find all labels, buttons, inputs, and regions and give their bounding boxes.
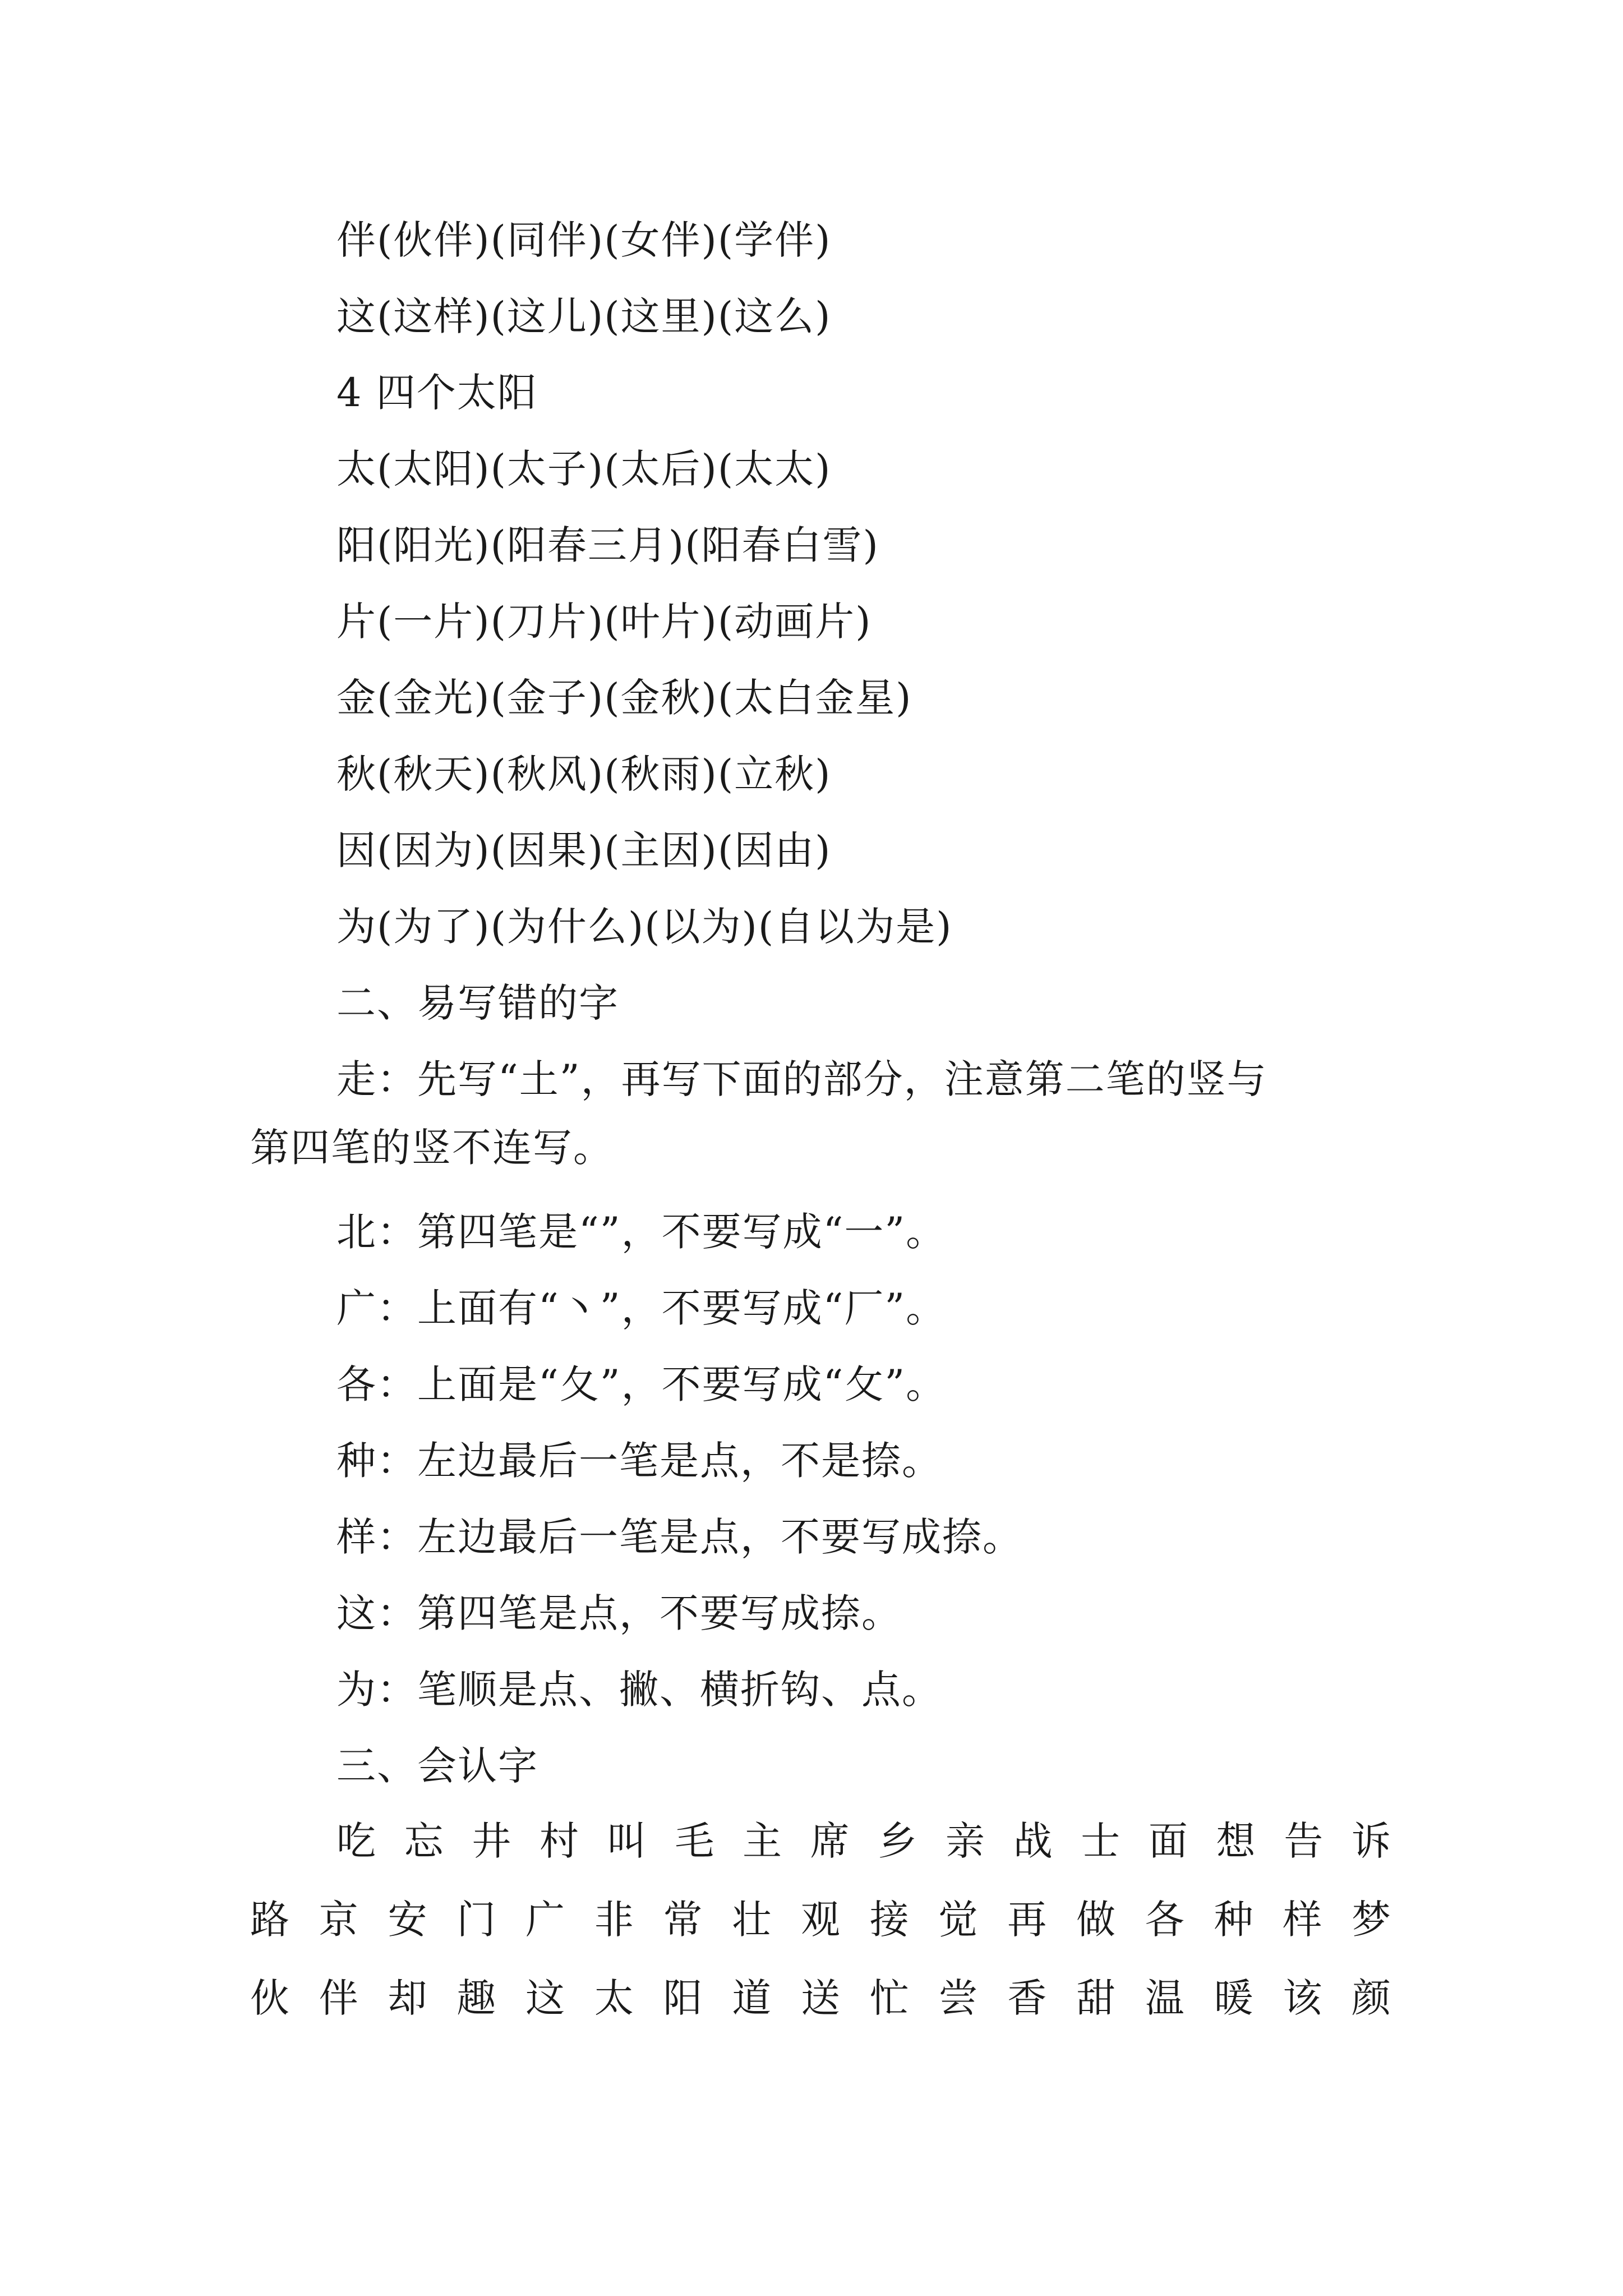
character: 门: [457, 1897, 496, 1943]
character: 香: [1007, 1975, 1047, 2021]
note-line-continued: 第四笔的竖不连写。: [250, 1125, 614, 1171]
character: 壮: [732, 1897, 772, 1943]
character: 忙: [869, 1975, 909, 2021]
character: 道: [732, 1975, 772, 2021]
character: 各: [1145, 1897, 1184, 1943]
word-line: 片(一片)(刀片)(叶片)(动画片): [336, 599, 872, 645]
character: 京: [319, 1897, 358, 1943]
word-line: 秋(秋天)(秋风)(秋雨)(立秋): [336, 751, 832, 797]
character: 太: [594, 1975, 634, 2021]
character: 该: [1283, 1975, 1322, 2021]
character: 主: [742, 1818, 782, 1864]
character: 颜: [1352, 1975, 1391, 2021]
character: 趣: [457, 1975, 496, 2021]
character: 忘: [404, 1818, 444, 1864]
character: 这: [525, 1975, 565, 2021]
character: 观: [801, 1897, 840, 1943]
character: 村: [539, 1818, 579, 1864]
word-line: 这(这样)(这儿)(这里)(这么): [336, 293, 832, 339]
character: 想: [1216, 1818, 1256, 1864]
word-line: 金(金光)(金子)(金秋)(太白金星): [336, 675, 912, 721]
character: 却: [388, 1975, 427, 2021]
section-heading: 二、易写错的字: [336, 980, 619, 1026]
note-line: 各：上面是“夂”，不要写成“攵”。: [336, 1361, 947, 1407]
note-line: 广：上面有“丶”，不要写成“厂”。: [336, 1285, 947, 1331]
character: 再: [1007, 1897, 1047, 1943]
character-row: [250, 1970, 1391, 2026]
character: 士: [1081, 1818, 1121, 1864]
character: 亲: [945, 1818, 985, 1864]
character: 毛: [675, 1818, 714, 1864]
word-line: 太(太阳)(太子)(太后)(太太): [336, 446, 832, 492]
character: 甜: [1076, 1975, 1115, 2021]
note-line: 样：左边最后一笔是点，不要写成捺。: [336, 1514, 1023, 1560]
character: 席: [810, 1818, 850, 1864]
note-line: 走：先写“土”，再写下面的部分，注意第二笔的竖与: [336, 1056, 1267, 1102]
character: 战: [1013, 1818, 1053, 1864]
character: 诉: [1351, 1818, 1391, 1864]
character: 井: [472, 1818, 511, 1864]
character: 告: [1284, 1818, 1324, 1864]
character: 吃: [336, 1818, 376, 1864]
character: 安: [388, 1897, 427, 1943]
character: 尝: [938, 1975, 978, 2021]
character-row: [336, 1813, 1391, 1869]
character: 觉: [938, 1897, 978, 1943]
note-line: 种：左边最后一笔是点，不是捺。: [336, 1438, 942, 1484]
note-line: 这：第四笔是点，不要写成捺。: [336, 1590, 902, 1636]
word-line: 因(因为)(因果)(主因)(因由): [336, 827, 832, 873]
character: 做: [1076, 1897, 1115, 1943]
word-line: 为(为了)(为什么)(以为)(自以为是): [336, 904, 953, 950]
character: 广: [525, 1897, 565, 1943]
character: 温: [1145, 1975, 1184, 2021]
note-line: 为：笔顺是点、撇、横折钩、点。: [336, 1667, 942, 1713]
character: 非: [594, 1897, 634, 1943]
character: 面: [1148, 1818, 1188, 1864]
section-heading: 三、会认字: [336, 1743, 538, 1789]
character: 梦: [1352, 1897, 1391, 1943]
character: 伙: [250, 1975, 289, 2021]
character: 样: [1283, 1897, 1322, 1943]
character: 伴: [319, 1975, 358, 2021]
character: 种: [1214, 1897, 1253, 1943]
character-row: [250, 1892, 1391, 1948]
character: 暖: [1214, 1975, 1253, 2021]
character: 接: [869, 1897, 909, 1943]
character: 路: [250, 1897, 289, 1943]
lesson-title: 4 四个太阳: [336, 370, 538, 416]
word-line: 伴(伙伴)(同伴)(女伴)(学伴): [336, 217, 832, 263]
character: 阳: [663, 1975, 703, 2021]
character: 乡: [878, 1818, 917, 1864]
character: 送: [801, 1975, 840, 2021]
character: 叫: [607, 1818, 647, 1864]
character: 常: [663, 1897, 703, 1943]
word-line: 阳(阳光)(阳春三月)(阳春白雪): [336, 522, 879, 568]
note-line: 北：第四笔是“”，不要写成“一”。: [336, 1209, 947, 1255]
